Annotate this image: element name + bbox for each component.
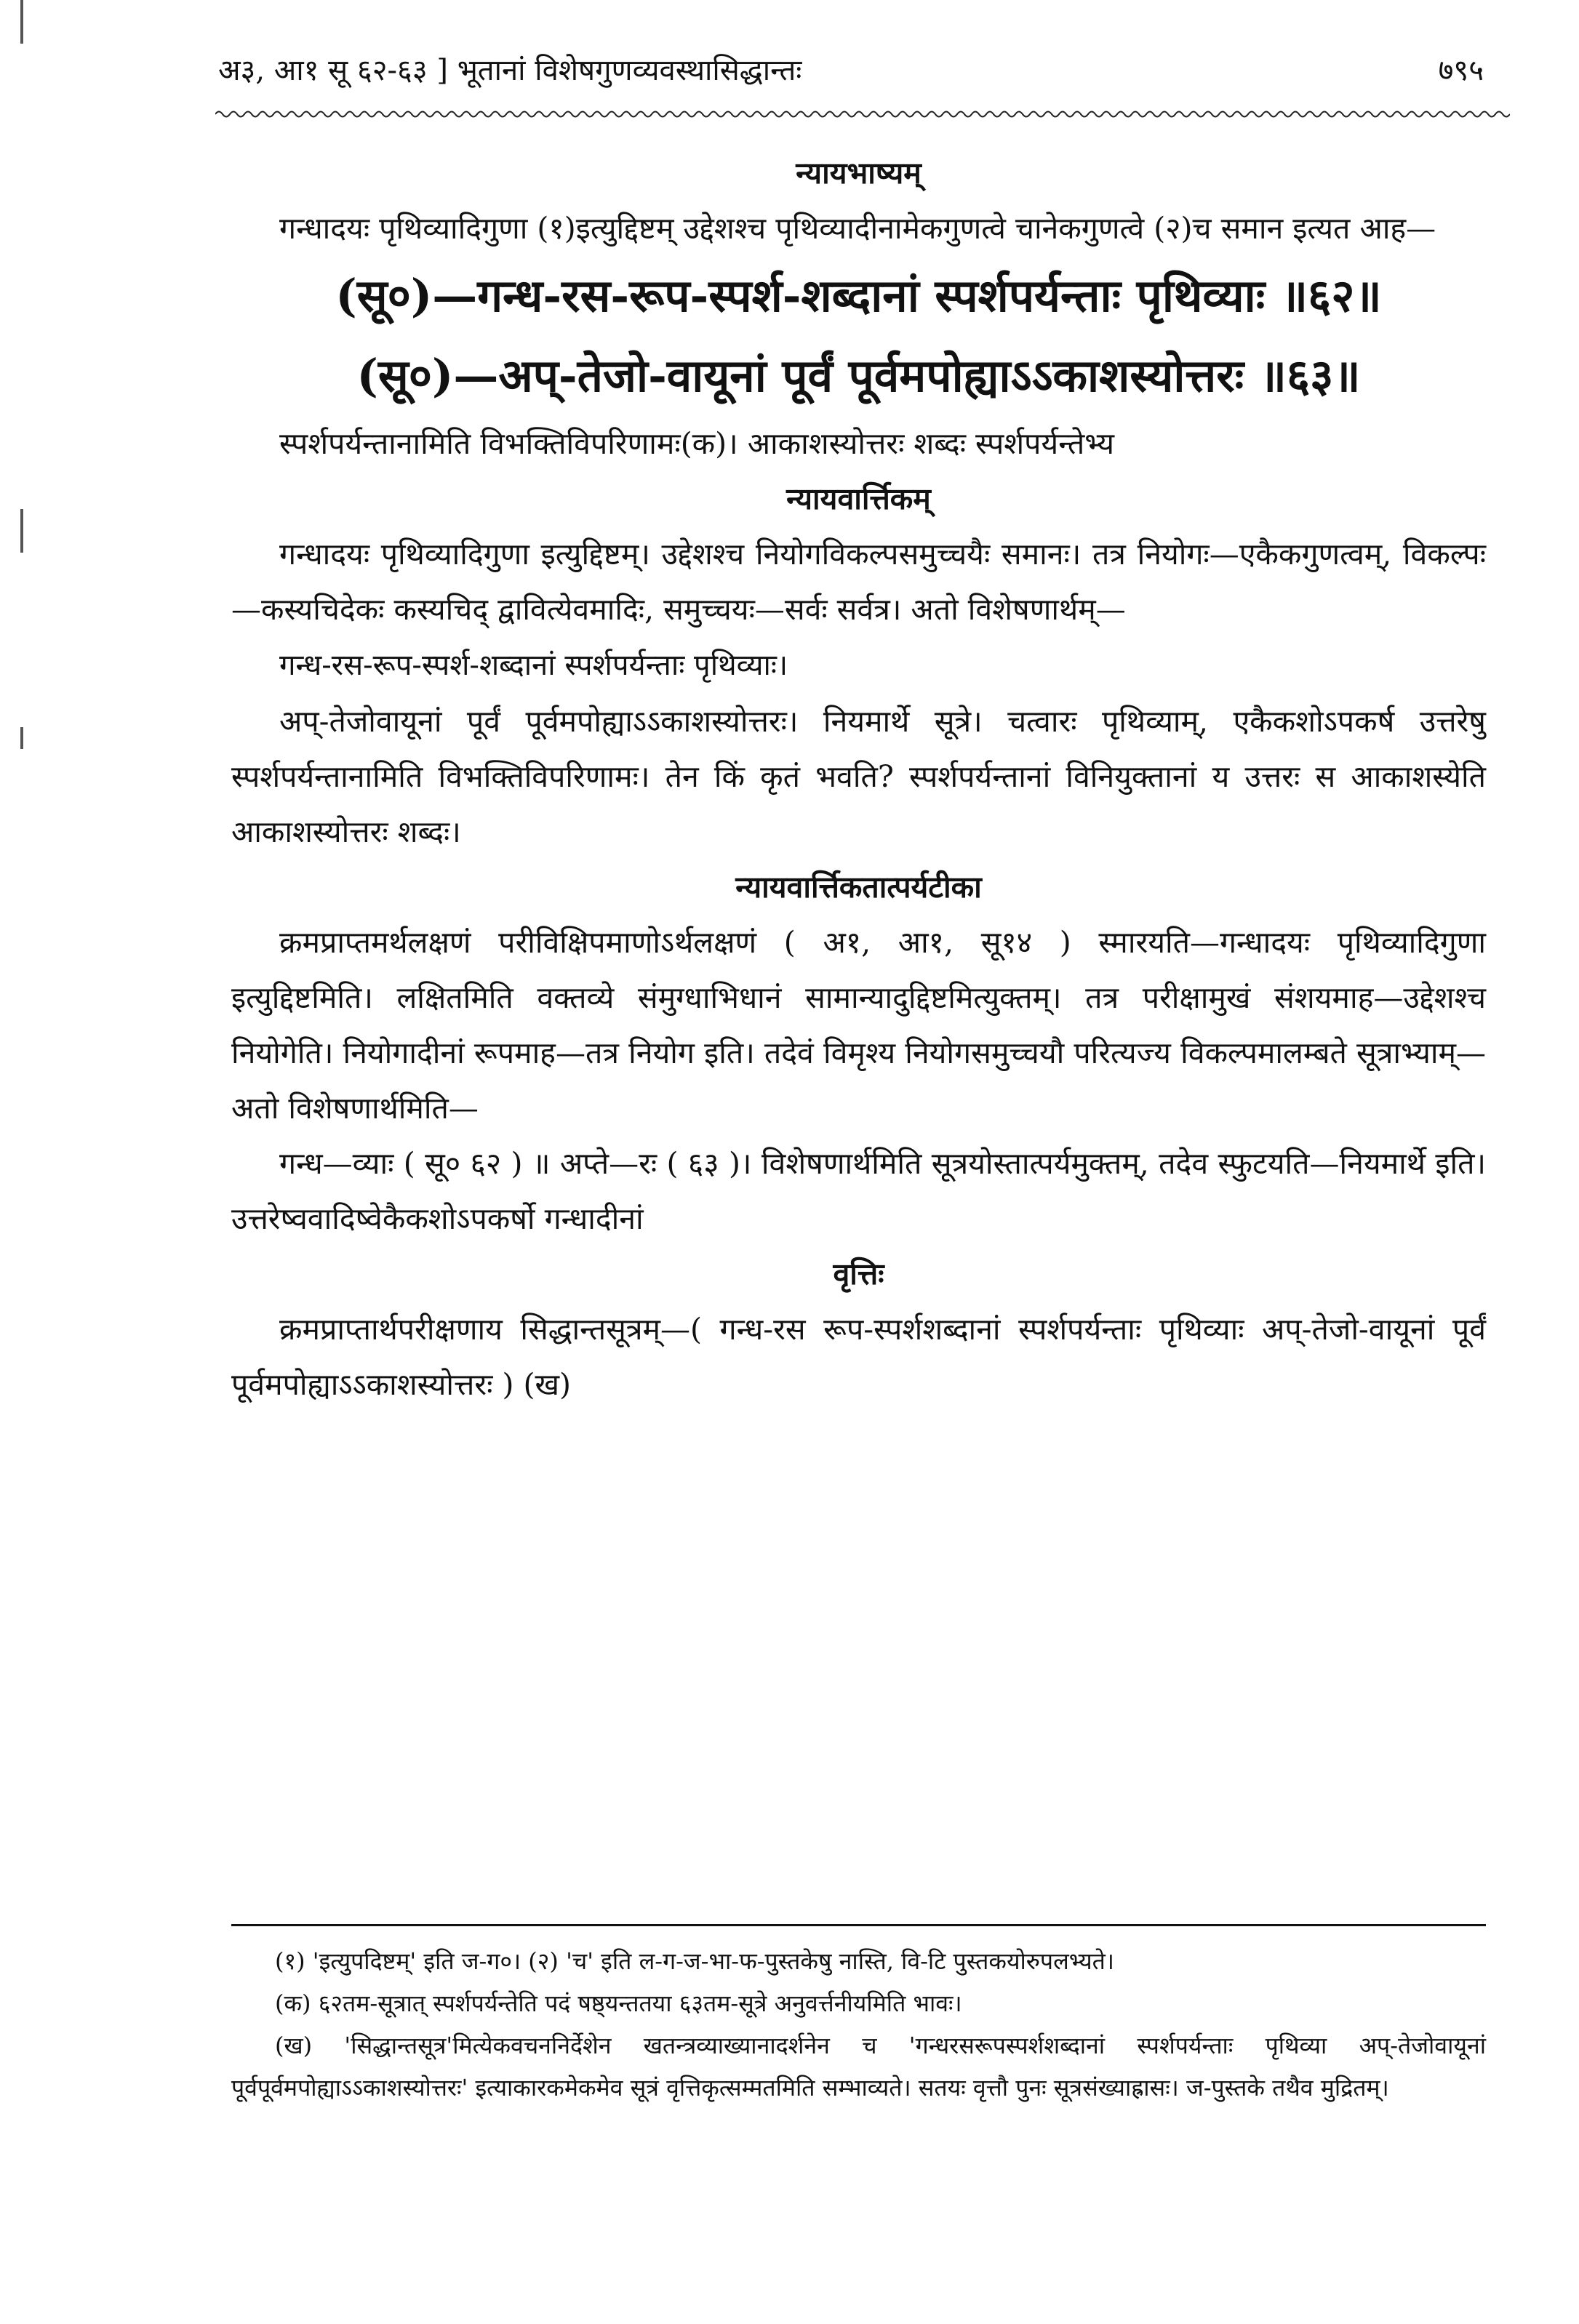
- section-heading-vritti: वृत्तिः: [833, 1257, 884, 1291]
- vartika-paragraph-1: गन्धादयः पृथिव्यादिगुणा इत्युद्दिष्टम्। उद्देशश्च नियोगविकल्पसमुच्चयैः समानः। तत्र नियोगः—एकैकगुणत्वम्, विकल्पः—कस्यचिदेकः कस्यचिद् द्वावित्येवमादिः, समुच्चयः—सर्वः सर्वत्र। अतो विशेषणार्थम्—: [231, 537, 1486, 627]
- footnotes: [231, 1940, 1486, 2109]
- bhashya-paragraph-2: स्पर्शपर्यन्तानामिति विभक्तिविपरिणामः(क)। आकाशस्योत्तरः शब्दः स्पर्शपर्यन्तेभ्य: [279, 426, 1115, 461]
- vritti-paragraph-1: क्रमप्राप्तार्थपरीक्षणाय सिद्धान्तसूत्रम्—( गन्ध-रस रूप-स्पर्शशब्दानां स्पर्शपर्यन्ताः पृथिव्याः अप्-तेजो-वायूनां पूर्वं पूर्वमपोह्याऽऽकाशस्योत्तरः ) (ख): [231, 1312, 1486, 1402]
- footnote-1-2: (१) 'इत्युपदिष्टम्' इति ज-ग०। (२) 'च' इति ल-ग-ज-भा-फ-पुस्तकेषु नास्ति, वि-टि पुस्तकयोरुपलभ्यते।: [275, 1947, 1115, 1975]
- section-heading-nyayavartika: न्यायवार्त्तिकम्: [786, 481, 931, 516]
- footnote-ka: (क) ६२तम-सूत्रात् स्पर्शपर्यन्तेति पदं षष्ठ्यन्ततया ६३तम-सूत्रे अनुवर्त्तनीयमिति भावः।: [275, 1990, 962, 2017]
- section-heading-nyayabhashya: न्यायभाष्यम्: [796, 156, 922, 191]
- header-wavy-rule: [215, 109, 1510, 119]
- running-title: अ३, आ१ सू ६२-६३ ] भूतानां विशेषगुणव्यवस्थासिद्धान्तः: [218, 54, 802, 87]
- footnote-divider: [231, 1924, 1486, 1926]
- tatparyatika-paragraph-1: क्रमप्राप्तमर्थलक्षणं परीविक्षिपमाणोऽर्थलक्षणं ( अ१, आ१, सू१४ ) स्मारयति—गन्धादयः पृथिव्यादिगुणा इत्युद्दिष्टमिति। लक्षितमिति वक्तव्ये संमुग्धाभिधानं सामान्यादुद्दिष्टमित्युक्तम्। तत्र परीक्षामुखं संशयमाह—उद्देशश्च नियोगेति। नियोगादीनां रूपमाह—तत्र नियोग इति। तदेवं विमृश्य नियोगसमुच्चयौ परित्यज्य विकल्पमालम्बते सूत्राभ्याम्—अतो विशेषणार्थमिति—: [231, 925, 1486, 1126]
- margin-mark: [20, 509, 23, 553]
- page-body: [231, 145, 1486, 1412]
- section-heading-tatparyatika: न्यायवार्त्तिकतात्पर्यटीका: [735, 870, 982, 905]
- footnote-kha: (ख) 'सिद्धान्तसूत्र'मित्येकवचननिर्देशेन खतन्त्रव्याख्यानादर्शनेन च 'गन्धरसरूपस्पर्शशब्दानां स्पर्शपर्यन्ताः पृथिव्या अप्-तेजोवायूनां पूर्वपूर्वमपोह्याऽऽकाशस्योत्तरः' इत्याकारकमेकमेव सूत्रं वृत्तिकृत्सम्मतमिति सम्भाव्यते। सतयः वृत्तौ पुनः सूत्रसंख्याह्रासः। ज-पुस्तके तथैव मुद्रितम्।: [231, 2032, 1486, 2101]
- margin-mark: [20, 0, 23, 44]
- vartika-sutra-62: गन्ध-रस-रूप-स्पर्श-शब्दानां स्पर्शपर्यन्ताः पृथिव्याः।: [279, 649, 788, 682]
- sutra-63: (सू०)—अप्-तेजो-वायूनां पूर्वं पूर्वमपोह्याऽऽकाशस्योत्तरः ॥६३॥: [356, 349, 1361, 402]
- bhashya-paragraph-1: गन्धादयः पृथिव्यादिगुणा (१)इत्युद्दिष्टम् उद्देशश्च पृथिव्यादीनामेकगुणत्वे चानेकगुणत्वे (२)च समान इत्यत आह—: [279, 211, 1436, 246]
- margin-mark: [20, 727, 23, 749]
- vartika-paragraph-2: अप्-तेजोवायूनां पूर्वं पूर्वमपोह्याऽऽकाशस्योत्तरः। नियमार्थे सूत्रे। चत्वारः पृथिव्याम्, एकैकशोऽपकर्ष उत्तरेषु स्पर्शपर्यन्तानामिति विभक्तिविपरिणामः। तेन किं कृतं भवति? स्पर्शपर्यन्तानां विनियुक्तानां य उत्तरः स आकाशस्येति आकाशस्योत्तरः शब्दः।: [231, 704, 1486, 849]
- page-number: ७९५: [1438, 54, 1484, 87]
- sutra-62: (सू०)—गन्ध-रस-रूप-स्पर्श-शब्दानां स्पर्शपर्यन्ताः पृथिव्याः ॥६२॥: [335, 269, 1382, 322]
- tatparyatika-paragraph-2: गन्ध—व्याः ( सू० ६२ ) ॥ अप्ते—रः ( ६३ )। विशेषणार्थमिति सूत्रयोस्तात्पर्यमुक्तम्, तदेव स्फुटयति—नियमार्थे इति। उत्तरेष्ववादिष्वेकैकशोऽपकर्षो गन्धादीनां: [231, 1146, 1486, 1236]
- running-header: [218, 45, 1513, 96]
